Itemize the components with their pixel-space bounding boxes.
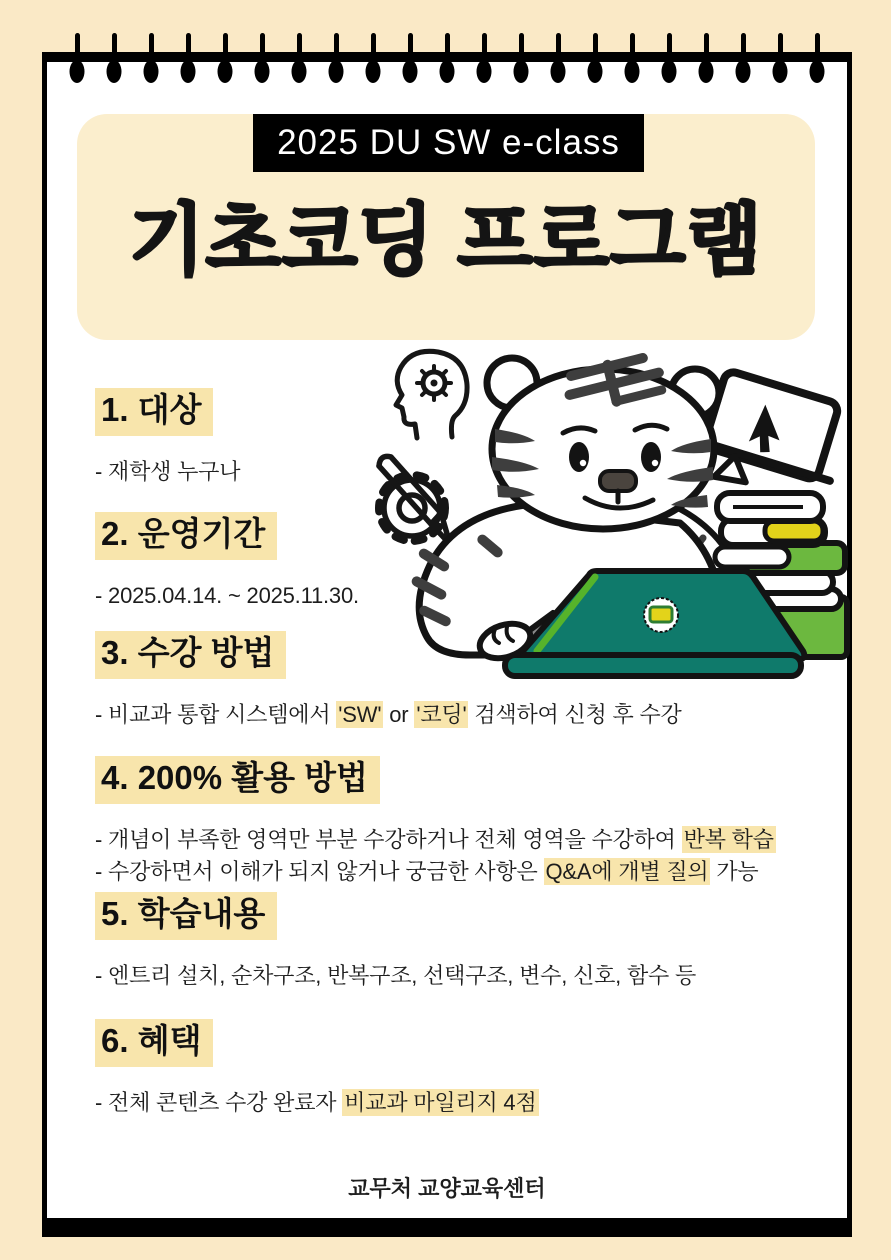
section-heading: 3. 수강 방법 [95, 631, 286, 679]
highlighted-text: Q&A에 개별 질의 [545, 859, 709, 885]
section-line [95, 582, 807, 610]
body-text: - 2025.04.14. ~ 2025.11.30. [95, 582, 359, 608]
spiral-prong [112, 33, 117, 73]
section-line [95, 1089, 807, 1117]
event-badge: 2025 DU SW e-class [253, 114, 644, 172]
spiral-prong [593, 33, 598, 73]
body-text: or [383, 701, 415, 727]
section-line [95, 701, 807, 729]
body-text: 가능 [710, 859, 759, 885]
section-body [95, 826, 807, 886]
poster-title: 기초코딩 프로그램 [129, 196, 763, 284]
spiral-prong [556, 33, 561, 73]
spiral-prong [408, 33, 413, 73]
section [95, 756, 807, 891]
section-line [95, 858, 807, 886]
section-body [95, 962, 807, 990]
section-body [95, 458, 807, 486]
body-text: - 전체 콘텐츠 수강 완료자 [95, 1089, 343, 1115]
highlighted-text: 반복 학습 [683, 826, 774, 852]
body-text: - 엔트리 설치, 순차구조, 반복구조, 선택구조, 변수, 신호, 함수 등 [95, 962, 697, 988]
section-body [95, 701, 807, 729]
spiral-prong [704, 33, 709, 73]
footer-organizer: 교무처 교양교육센터 [348, 1176, 546, 1201]
spiral-prong [519, 33, 524, 73]
spiral-prong [667, 33, 672, 73]
section-line [95, 826, 807, 854]
body-text: 검색하여 신청 후 수강 [468, 701, 682, 727]
spiral-prong [741, 33, 746, 73]
section-body [95, 582, 807, 610]
section-heading: 1. 대상 [95, 388, 213, 436]
section [95, 892, 807, 994]
spiral-prong [778, 33, 783, 73]
spiral-prong [630, 33, 635, 73]
spiral-prong [815, 33, 820, 73]
section-heading: 4. 200% 활용 방법 [95, 756, 380, 804]
highlighted-text: 비교과 마일리지 4점 [344, 1089, 537, 1115]
section-heading: 6. 혜택 [95, 1019, 213, 1067]
section-body [95, 1089, 807, 1117]
body-text: - 재학생 누구나 [95, 458, 241, 484]
spiral-prong [445, 33, 450, 73]
spiral-prong [75, 33, 80, 73]
section [95, 512, 807, 614]
section-line [95, 458, 807, 486]
spiral-prong [297, 33, 302, 73]
spiral-prong [223, 33, 228, 73]
spiral-prong [186, 33, 191, 73]
body-text: - 비교과 통합 시스템에서 [95, 701, 337, 727]
spiral-prong [371, 33, 376, 73]
section [95, 631, 807, 733]
section-heading: 5. 학습내용 [95, 892, 277, 940]
spiral-prong [482, 33, 487, 73]
spiral-prong [260, 33, 265, 73]
section-heading: 2. 운영기간 [95, 512, 277, 560]
body-text: - 수강하면서 이해가 되지 않거나 궁금한 사항은 [95, 859, 544, 885]
section-line [95, 962, 807, 990]
section [95, 388, 807, 490]
spiral-prong [149, 33, 154, 73]
body-text: - 개념이 부족한 영역만 부분 수강하거나 전체 영역을 수강하여 [95, 826, 682, 852]
highlighted-text: 'SW' [338, 701, 382, 727]
spiral-prong [334, 33, 339, 73]
highlighted-text: '코딩' [416, 701, 467, 727]
section [95, 1019, 807, 1121]
